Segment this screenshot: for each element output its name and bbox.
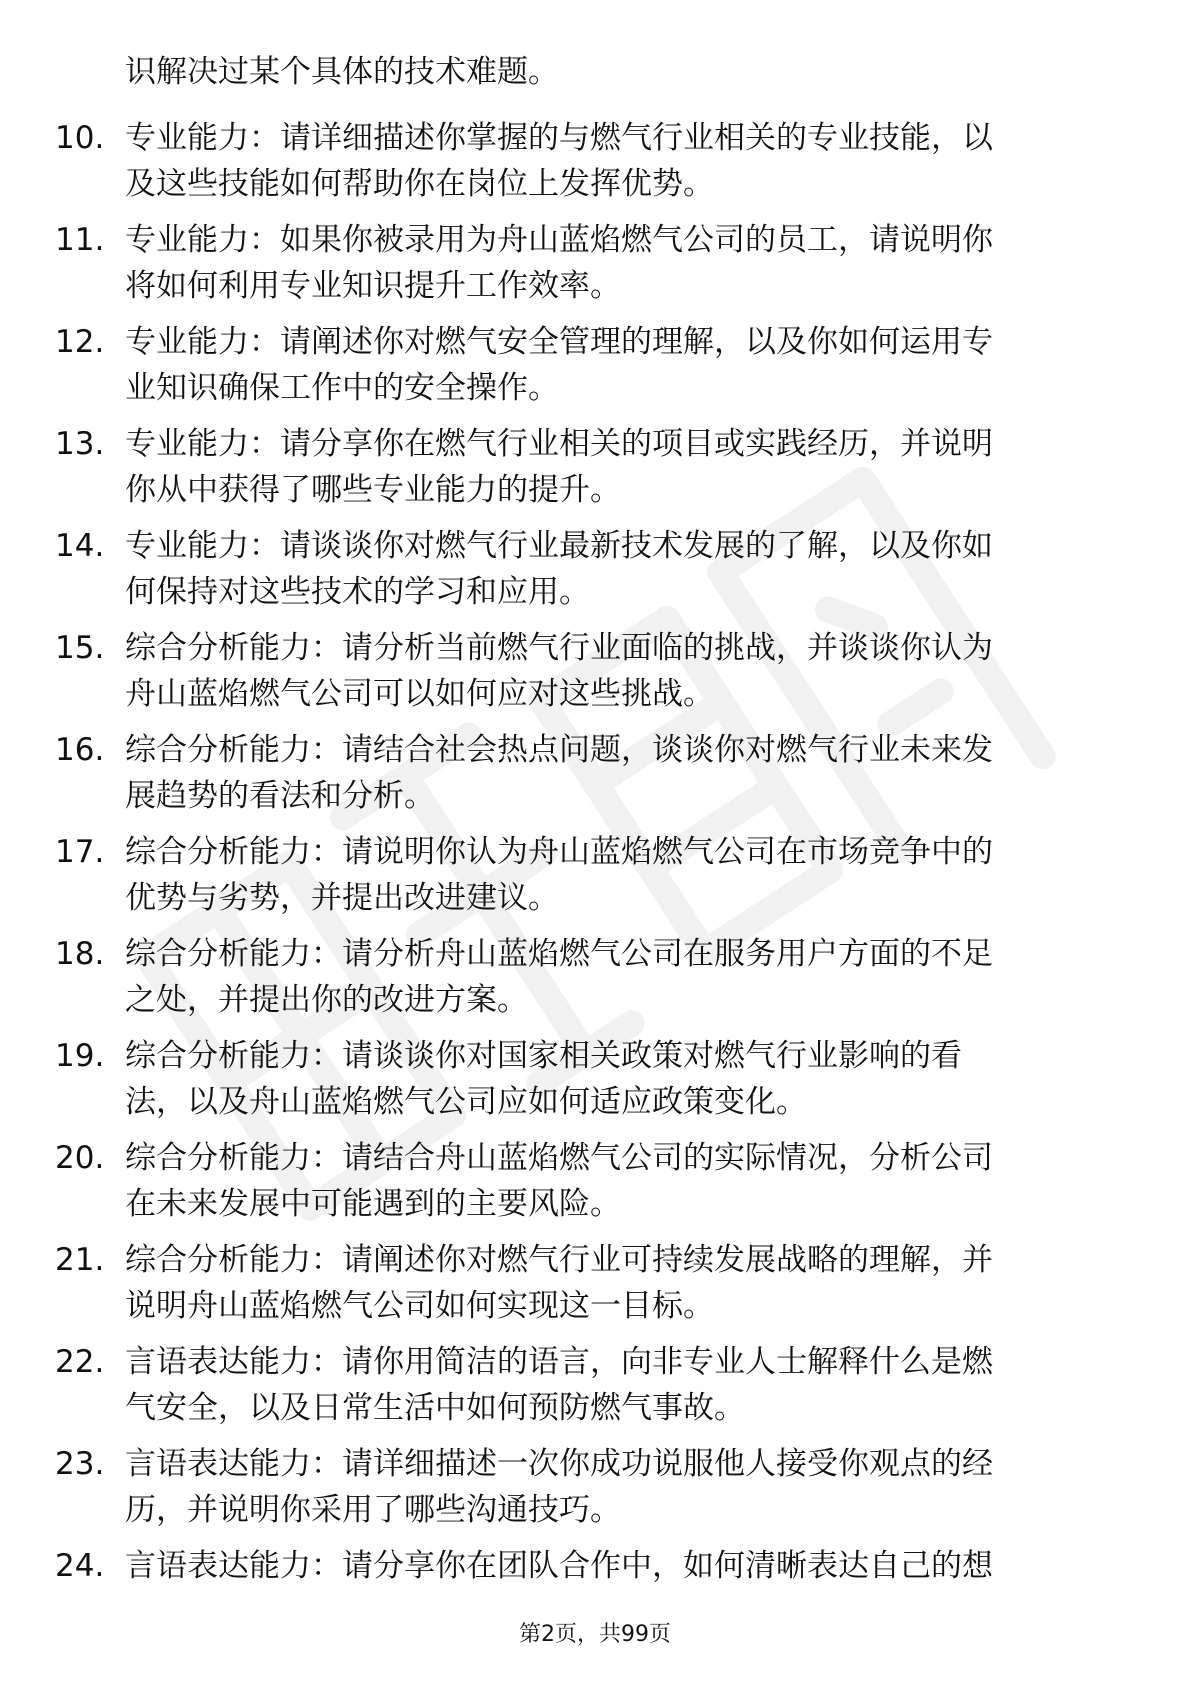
question-text — [125, 727, 1105, 819]
question-line: 优势与劣势，并提出改进建议。 — [125, 880, 559, 916]
question-text — [125, 1543, 1105, 1589]
question-line: 言语表达能力：请详细描述一次你成功说服他人接受你观点的经 — [125, 1446, 993, 1482]
question-item — [0, 829, 1190, 931]
question-number: 16. — [55, 732, 105, 768]
question-list — [0, 115, 1190, 1645]
question-line: 及这些技能如何帮助你在岗位上发挥优势。 — [125, 166, 714, 202]
question-line: 将如何利用专业知识提升工作效率。 — [125, 268, 621, 304]
question-line: 综合分析能力：请结合社会热点问题，谈谈你对燃气行业未来发 — [125, 732, 993, 768]
question-number: 24. — [55, 1548, 105, 1584]
question-number: 18. — [55, 936, 105, 972]
question-number: 13. — [55, 426, 105, 462]
question-line: 展趋势的看法和分析。 — [125, 778, 435, 814]
question-line: 历，并说明你采用了哪些沟通技巧。 — [125, 1492, 621, 1528]
question-number: 17. — [55, 834, 105, 870]
question-line: 综合分析能力：请说明你认为舟山蓝焰燃气公司在市场竞争中的 — [125, 834, 993, 870]
question-number: 19. — [55, 1038, 105, 1074]
question-number: 12. — [55, 324, 105, 360]
question-text — [125, 1237, 1105, 1329]
question-text — [125, 217, 1105, 309]
question-line: 综合分析能力：请阐述你对燃气行业可持续发展战略的理解，并 — [125, 1242, 993, 1278]
question-line: 综合分析能力：请分析舟山蓝焰燃气公司在服务用户方面的不足 — [125, 936, 993, 972]
question-line: 综合分析能力：请谈谈你对国家相关政策对燃气行业影响的看 — [125, 1038, 962, 1074]
question-number: 23. — [55, 1446, 105, 1482]
question-line: 你从中获得了哪些专业能力的提升。 — [125, 472, 621, 508]
question-number: 11. — [55, 222, 105, 258]
question-line: 专业能力：请谈谈你对燃气行业最新技术发展的了解，以及你如 — [125, 528, 993, 564]
question-text — [125, 421, 1105, 513]
question-text — [125, 1441, 1105, 1533]
question-line: 之处，并提出你的改进方案。 — [125, 982, 528, 1018]
question-line: 言语表达能力：请你用简洁的语言，向非专业人士解释什么是燃 — [125, 1344, 993, 1380]
question-text — [125, 1339, 1105, 1431]
question-line: 综合分析能力：请结合舟山蓝焰燃气公司的实际情况，分析公司 — [125, 1140, 993, 1176]
continued-line: 识解决过某个具体的技术难题。 — [125, 54, 559, 90]
question-item — [0, 523, 1190, 625]
question-line: 何保持对这些技术的学习和应用。 — [125, 574, 590, 610]
question-text — [125, 115, 1105, 207]
question-item — [0, 1135, 1190, 1237]
question-text — [125, 829, 1105, 921]
question-item — [0, 217, 1190, 319]
question-item — [0, 1033, 1190, 1135]
question-number: 20. — [55, 1140, 105, 1176]
page-footer: 第2页，共99页 — [519, 1622, 671, 1647]
question-line: 专业能力：请分享你在燃气行业相关的项目或实践经历，并说明 — [125, 426, 993, 462]
question-text — [125, 1033, 1105, 1125]
question-line: 专业能力：如果你被录用为舟山蓝焰燃气公司的员工，请说明你 — [125, 222, 993, 258]
question-number: 10. — [55, 120, 105, 156]
question-line: 综合分析能力：请分析当前燃气行业面临的挑战，并谈谈你认为 — [125, 630, 993, 666]
question-line: 专业能力：请阐述你对燃气安全管理的理解，以及你如何运用专 — [125, 324, 993, 360]
question-item — [0, 1441, 1190, 1543]
question-line: 气安全，以及日常生活中如何预防燃气事故。 — [125, 1390, 745, 1426]
question-line: 言语表达能力：请分享你在团队合作中，如何清晰表达自己的想 — [125, 1548, 993, 1584]
question-item — [0, 1339, 1190, 1441]
question-item — [0, 931, 1190, 1033]
question-item — [0, 319, 1190, 421]
question-text — [125, 523, 1105, 615]
question-number: 14. — [55, 528, 105, 564]
question-text — [125, 1135, 1105, 1227]
question-item — [0, 1237, 1190, 1339]
question-item — [0, 115, 1190, 217]
question-number: 21. — [55, 1242, 105, 1278]
question-item — [0, 421, 1190, 523]
question-number: 15. — [55, 630, 105, 666]
question-line: 说明舟山蓝焰燃气公司如何实现这一目标。 — [125, 1288, 714, 1324]
question-item — [0, 625, 1190, 727]
question-number: 22. — [55, 1344, 105, 1380]
question-text — [125, 319, 1105, 411]
question-line: 法，以及舟山蓝焰燃气公司应如何适应政策变化。 — [125, 1084, 807, 1120]
question-text — [125, 625, 1105, 717]
question-line: 业知识确保工作中的安全操作。 — [125, 370, 559, 406]
question-text — [125, 931, 1105, 1023]
question-line: 在未来发展中可能遇到的主要风险。 — [125, 1186, 621, 1222]
question-line: 专业能力：请详细描述你掌握的与燃气行业相关的专业技能，以 — [125, 120, 993, 156]
question-item — [0, 727, 1190, 829]
question-item — [0, 1543, 1190, 1645]
question-line: 舟山蓝焰燃气公司可以如何应对这些挑战。 — [125, 676, 714, 712]
